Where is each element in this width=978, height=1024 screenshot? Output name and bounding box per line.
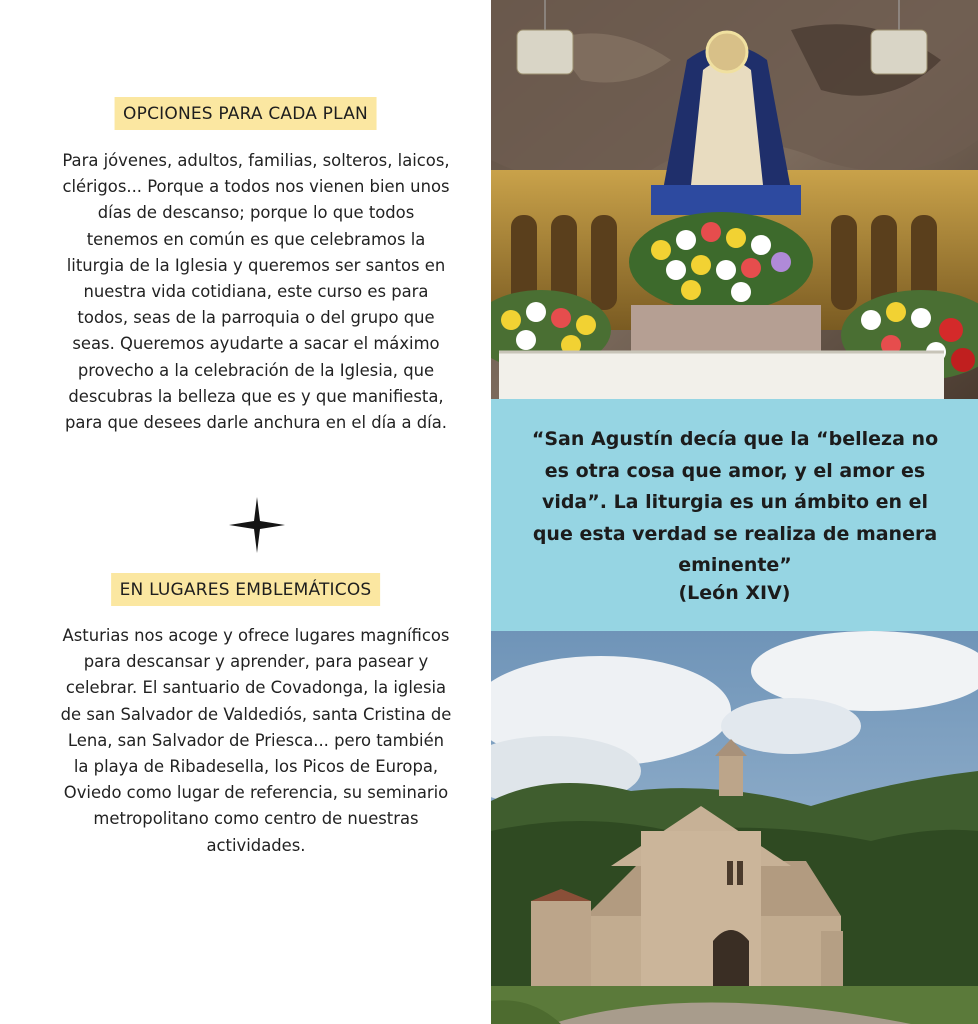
covadonga-shrine-photo bbox=[491, 0, 978, 399]
valdedios-church-photo bbox=[491, 631, 978, 1024]
quote-text: “San Agustín decía que la “belleza no es otra cosa que amor, y el amor es vida”. La liturgia es un ámbito en el que esta verdad se realiza de manera eminente” bbox=[531, 428, 939, 576]
section-text-places: Asturias nos acoge y ofrece lugares magníficos para descansar y aprender, para pasear y celebrar. El santuario de Covadonga, la iglesia de san Salvador de Valdediós, santa Cristina de Lena, san Salvador de Priesca... pero también la playa de Ribadesella, los Picos de Europa, Oviedo como lugar de referencia, su seminario metropolitano como centro de nuestras actividades. bbox=[60, 626, 452, 855]
section-heading-places: EN LUGARES EMBLEMÁTICOS bbox=[111, 573, 381, 606]
section-heading-options: OPCIONES PARA CADA PLAN bbox=[114, 97, 377, 130]
right-column bbox=[491, 0, 978, 1024]
section-text-options: Para jóvenes, adultos, familias, solteros, laicos, clérigos... Porque a todos nos vienen bien unos días de descanso; porque lo que todos tenemos en común es que celebramos la liturgia de la Iglesia y queremos ser santos en nuestra vida cotidiana, este curso es para todos, seas de la parroquia o del grupo que seas. Queremos ayudarte a sacar el máximo provecho a la celebración de la Iglesia, que descubras la belleza que es y que manifiesta, para que desees darle anchura en el día a día. bbox=[62, 151, 450, 433]
quote-author: (León XIV) bbox=[678, 582, 791, 604]
four-point-star-icon bbox=[229, 497, 285, 553]
quote-box bbox=[491, 399, 978, 631]
